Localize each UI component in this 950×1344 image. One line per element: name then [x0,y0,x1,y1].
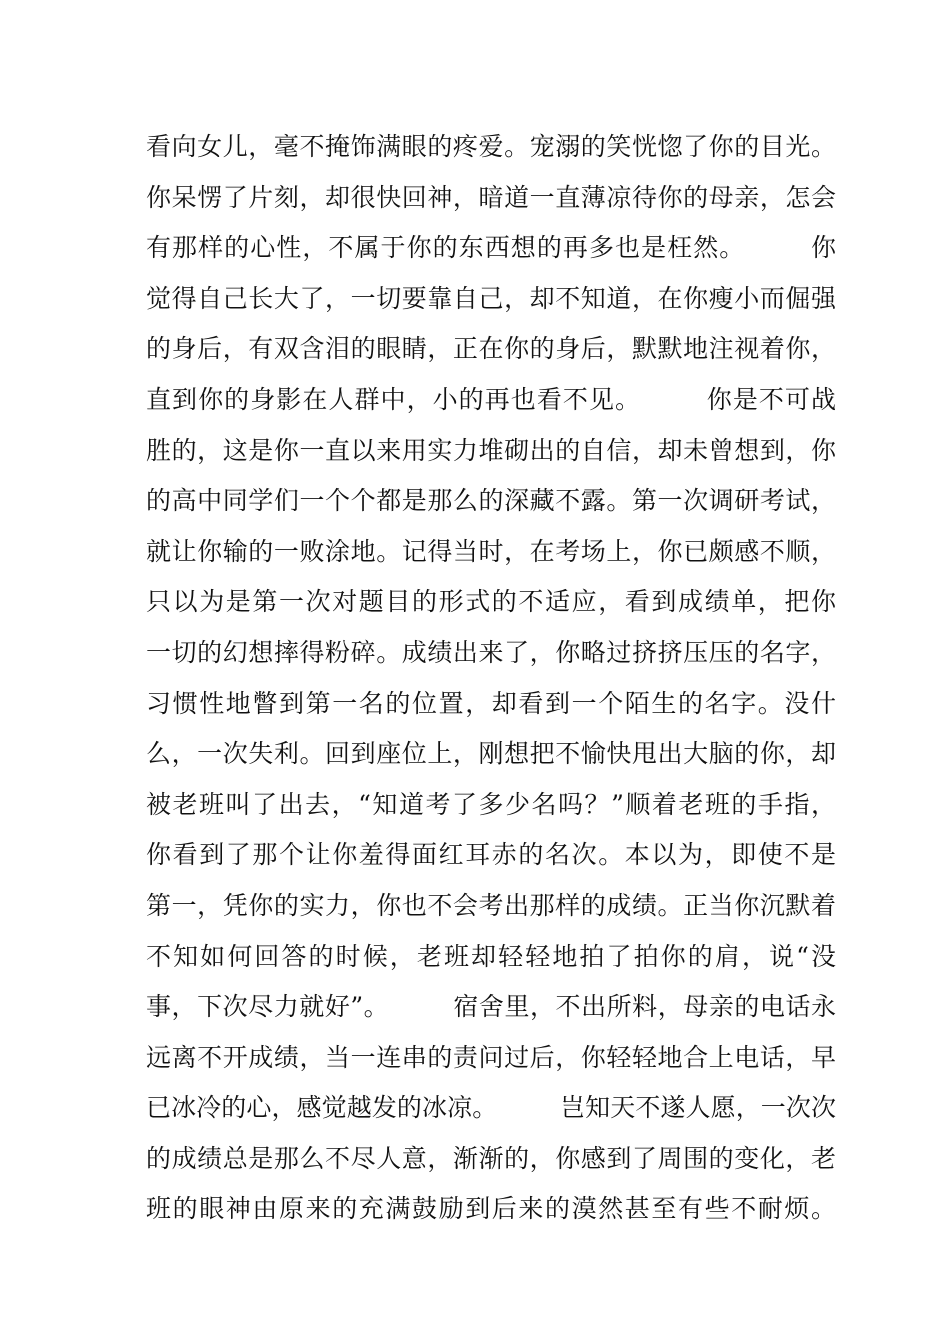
text-line-19: 远离不开成绩，当一连串的责问过后，你轻轻地合上电话，早 [146,1042,836,1072]
text-line-17: 不知如何回答的时候，老班却轻轻地拍了拍你的肩，说“没 [146,941,836,971]
text-line-7: 胜的，这是你一直以来用实力堆砌出的自信，却未曾想到，你 [146,435,836,465]
text-line-12: 习惯性地瞥到第一名的位置，却看到一个陌生的名字。没什 [146,688,836,718]
text-line-18: 事，下次尽力就好”。 宿舍里，不出所料，母亲的电话永 [146,992,836,1022]
text-line-16: 第一，凭你的实力，你也不会考出那样的成绩。正当你沉默着 [146,890,836,920]
text-line-20: 已冰冷的心，感觉越发的冰凉。 岂知天不遂人愿，一次次 [146,1093,836,1123]
text-line-3: 有那样的心性，不属于你的东西想的再多也是枉然。 你 [146,233,836,263]
text-line-1: 看向女儿，毫不掩饰满眼的疼爱。宠溺的笑恍惚了你的目光。 [146,132,836,161]
text-line-2: 你呆愣了片刻，却很快回神，暗道一直薄凉待你的母亲，怎会 [146,182,836,212]
text-line-14: 被老班叫了出去，“知道考了多少名吗？”顺着老班的手指， [146,789,836,819]
text-line-15: 你看到了那个让你羞得面红耳赤的名次。本以为，即使不是 [146,840,836,870]
text-line-21: 的成绩总是那么不尽人意，渐渐的，你感到了周围的变化，老 [146,1143,836,1173]
text-line-8: 的高中同学们一个个都是那么的深藏不露。第一次调研考试， [146,486,836,516]
body-text [146,128,836,1241]
text-line-10: 只以为是第一次对题目的形式的不适应，看到成绩单，把你 [146,587,836,617]
text-line-5: 的身后，有双含泪的眼睛，正在你的身后，默默地注视着你， [146,334,836,364]
text-line-22: 班的眼神由原来的充满鼓励到后来的漠然甚至有些不耐烦。 [146,1194,836,1224]
text-line-13: 么，一次失利。回到座位上，刚想把不愉快甩出大脑的你，却 [146,739,836,769]
text-line-6: 直到你的身影在人群中，小的再也看不见。 你是不可战 [146,384,836,414]
text-line-11: 一切的幻想摔得粉碎。成绩出来了，你略过挤挤压压的名字， [146,637,836,667]
text-line-4: 觉得自己长大了，一切要靠自己，却不知道，在你瘦小而倔强 [146,283,836,313]
text-line-9: 就让你输的一败涂地。记得当时，在考场上，你已颇感不顺， [146,536,836,566]
